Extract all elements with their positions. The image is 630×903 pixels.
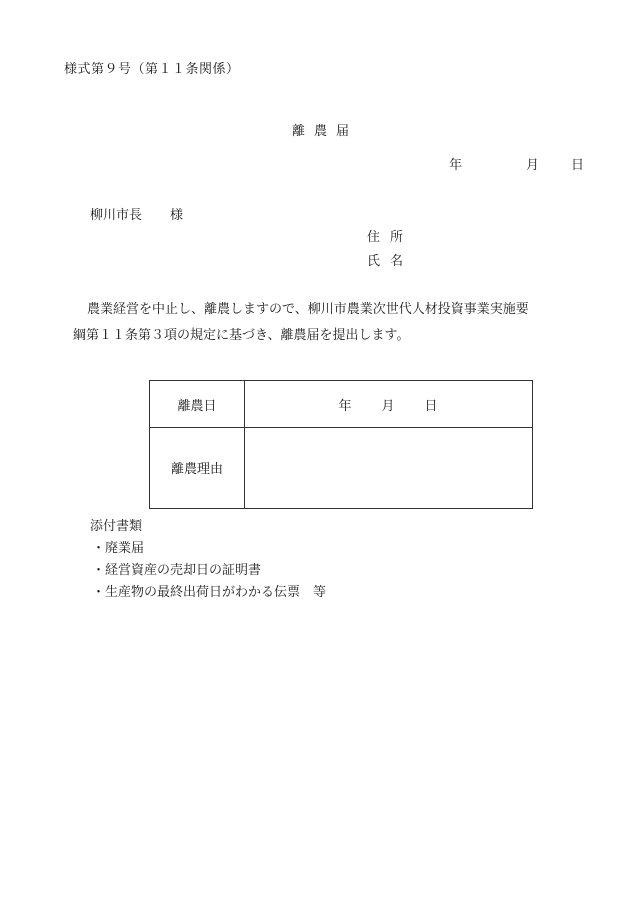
retirement-date-label: 離農日 [150, 381, 245, 427]
applicant-name-label: 氏名 [367, 254, 414, 269]
field-day-label: 日 [424, 398, 438, 414]
retirement-date-field[interactable] [244, 381, 532, 427]
attachment-item: ・経営資産の売却日の証明書 [92, 563, 262, 578]
attachment-item: ・生産物の最終出荷日がわかる伝票 等 [92, 585, 327, 600]
attachments-title: 添付書類 [90, 519, 143, 534]
attachment-item: ・廃業届 [92, 541, 145, 556]
body-text [73, 297, 573, 349]
date-year-label: 年 [449, 158, 463, 173]
addressee-honorific: 様 [170, 208, 184, 223]
document-title: 離農届 [291, 124, 358, 139]
form-number: 様式第９号（第１１条関係） [64, 62, 240, 77]
table-row-retirement-date [150, 381, 532, 428]
retirement-form-table [149, 380, 533, 509]
field-month-label: 月 [381, 398, 395, 414]
field-year-label: 年 [338, 398, 352, 414]
date-month-label: 月 [526, 158, 540, 173]
body-line-1: 農業経営を中止し、離農しますので、柳川市農業次世代人材投資事業実施要 [87, 302, 529, 317]
submission-date [449, 154, 584, 173]
table-row-retirement-reason [150, 427, 532, 508]
retirement-reason-field[interactable] [244, 427, 532, 508]
addressee [90, 204, 183, 223]
body-line-2: 綱第１１条第３項の規定に基づき、離農届を提出します。 [73, 328, 410, 343]
applicant-address-label: 住所 [367, 230, 414, 245]
attachments-list [92, 538, 326, 604]
retirement-reason-label: 離農理由 [150, 427, 245, 508]
date-day-label: 日 [571, 158, 585, 173]
addressee-name: 柳川市長 [90, 208, 143, 223]
